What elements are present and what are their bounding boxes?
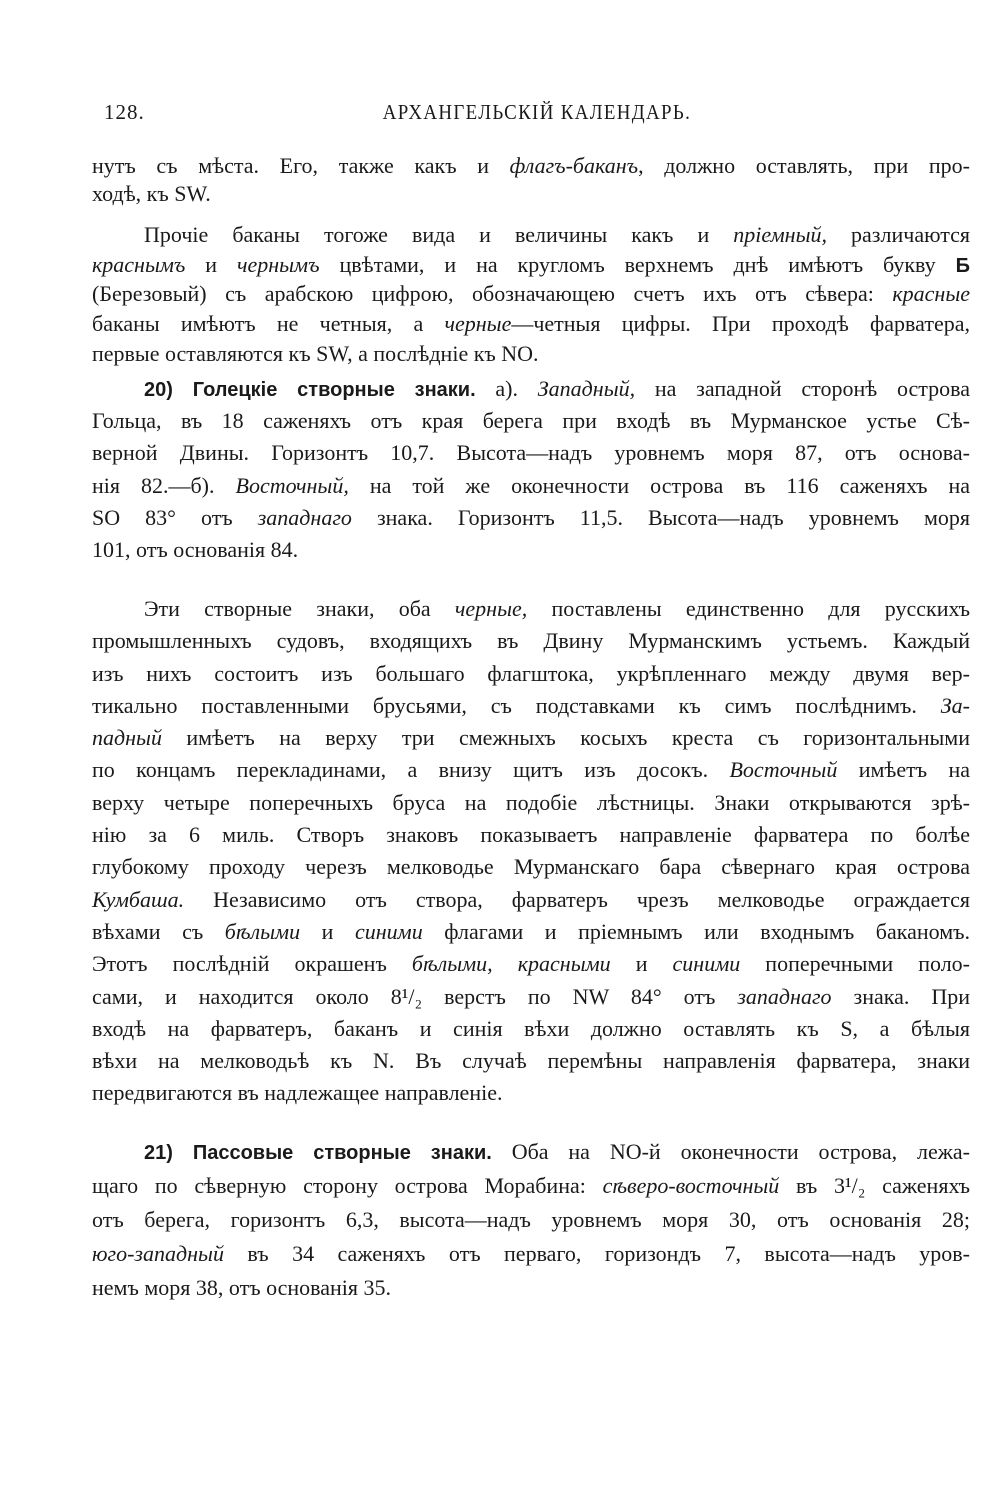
text-line	[92, 470, 970, 502]
text-line	[92, 754, 970, 786]
italic-text: пріемный,	[733, 222, 827, 247]
text-segment: SO 83° отъ	[92, 504, 258, 530]
text-segment: и	[300, 918, 355, 944]
text-segment: сами, и находится около 8¹/₂ верстъ по NW 84° отъ	[92, 983, 738, 1009]
text-line	[92, 437, 970, 469]
text-line	[92, 658, 970, 690]
text-segment: верной Двины. Горизонтъ 10,7. Высота—надъ уровнемъ моря 87, отъ основа-	[92, 440, 970, 466]
line-content	[92, 181, 211, 206]
text-segment: цвѣтами, и на кругломъ верхнемъ днѣ имѣютъ букву	[319, 251, 956, 277]
paragraph	[92, 1135, 970, 1305]
page-header	[104, 100, 970, 130]
italic-text: чернымъ	[236, 251, 320, 277]
paragraph	[92, 593, 970, 1110]
line-content	[92, 440, 970, 465]
text-line	[92, 916, 970, 948]
italic-text: Западный,	[537, 376, 636, 401]
text-line	[92, 787, 970, 819]
text-segment: глубокому проходу черезъ мелководье Мурманскаго бара сѣвернаго края острова	[92, 854, 970, 880]
italic-text: бѣлыми	[224, 918, 301, 944]
text-segment: имѣетъ на	[837, 757, 970, 783]
text-line	[92, 1013, 970, 1045]
italic-text: Восточный	[729, 757, 838, 783]
text-line	[92, 1045, 970, 1077]
text-segment: нія 82.—б).	[92, 472, 236, 498]
text-segment: нутъ съ мѣста. Его, также какъ и	[92, 153, 510, 178]
text-segment: 101, отъ основанія 84.	[92, 536, 299, 562]
text-line	[92, 1203, 970, 1237]
line-content	[144, 376, 970, 401]
text-segment: баканы имѣютъ не четныя, а	[92, 311, 445, 337]
running-title: АРХАНГЕЛЬСКІЙ КАЛЕНДАРЬ.	[382, 100, 692, 124]
text-segment: щаго по сѣверную сторону острова Морабина:	[92, 1173, 603, 1198]
text-line	[92, 722, 970, 754]
line-content	[92, 281, 970, 306]
text-segment: первые оставляются къ SW, а послѣдніе къ NO.	[92, 340, 539, 366]
line-content	[92, 252, 970, 277]
text-segment: въ 3¹/₂ саженяхъ	[779, 1173, 970, 1198]
text-line	[92, 1135, 970, 1169]
paragraph	[92, 152, 970, 208]
italic-text: красные	[892, 281, 970, 307]
paragraph	[92, 220, 970, 368]
italic-text: флагъ-баканъ	[509, 153, 639, 178]
text-line	[92, 1077, 970, 1109]
text-segment: ходѣ, къ SW.	[92, 181, 211, 206]
line-content	[92, 153, 970, 178]
text-segment: вѣхи на мелководьѣ къ N. Въ случаѣ перемѣны направленія фарватера, знаки	[92, 1048, 970, 1074]
text-segment: въ 34 саженяхъ отъ перваго, горизондъ 7, высота—надъ уров-	[223, 1241, 970, 1266]
text-segment: , должно оставлять, при про-	[638, 153, 970, 178]
line-content	[92, 919, 970, 944]
line-content	[92, 822, 970, 847]
line-content	[92, 1048, 970, 1073]
italic-text: синими	[355, 918, 423, 944]
text-segment: знака. Горизонтъ 11,5. Высота—надъ уровнемъ моря	[351, 504, 970, 530]
text-line	[92, 502, 970, 534]
line-content	[144, 1139, 970, 1164]
line-content	[92, 661, 970, 686]
text-line	[92, 948, 970, 980]
text-segment: а).	[475, 376, 538, 401]
line-content	[92, 537, 298, 562]
text-segment: на той же оконечности острова въ 116 саженяхъ на	[348, 472, 970, 498]
text-segment: на западной сторонѣ острова	[635, 376, 970, 401]
italic-text: Восточный,	[235, 472, 349, 498]
line-content	[92, 1207, 970, 1232]
text-segment: и	[610, 951, 673, 977]
text-segment: Независимо отъ створа, фарватеръ чрезъ мелководье ограждается	[184, 886, 970, 912]
text-segment: Оба на NO-й оконечности острова, лежа-	[491, 1139, 970, 1164]
line-content	[92, 757, 970, 782]
section-heading: 21) Пассовые створные знаки.	[144, 1142, 492, 1164]
text-segment: изъ нихъ состоитъ изъ большаго флагштока, укрѣпленнаго между двумя вер-	[92, 660, 970, 686]
italic-text: черные,	[454, 596, 528, 621]
text-segment: —четныя цифры. При проходѣ фарватера,	[511, 311, 970, 337]
line-content	[92, 473, 970, 498]
text-segment: передвигаются въ надлежащее направленіе.	[92, 1080, 503, 1106]
text-line	[92, 373, 970, 405]
text-line	[92, 981, 970, 1013]
text-line	[92, 593, 970, 625]
text-segment: верху четыре поперечныхъ бруса на подобіе лѣстницы. Знаки открываются зрѣ-	[92, 789, 970, 815]
text-segment: Этотъ послѣдній окрашенъ	[92, 951, 412, 977]
line-content	[92, 408, 970, 433]
text-segment: знака. При	[831, 983, 970, 1009]
line-content	[92, 790, 970, 815]
text-line	[92, 690, 970, 722]
line-content	[92, 887, 970, 912]
text-segment: Эти створные знаки, оба	[144, 596, 455, 621]
italic-text: За-	[940, 692, 970, 718]
italic-text: западнаго	[737, 983, 832, 1009]
line-content	[92, 984, 970, 1009]
line-content	[92, 1241, 970, 1266]
text-segment: различаются	[826, 222, 970, 247]
text-segment: отъ берега, горизонтъ 6,3, высота—надъ уровнемъ моря 30, отъ основанія 28;	[92, 1207, 970, 1232]
italic-text: бѣлыми, красными	[411, 951, 611, 977]
section-heading: 20) Голецкіе створные знаки.	[144, 379, 476, 401]
line-content	[92, 854, 970, 879]
paragraph	[92, 373, 970, 566]
text-segment: флагами и пріемнымъ или входнымъ баканомъ.	[422, 918, 970, 944]
line-content	[92, 1275, 391, 1300]
line-content	[92, 725, 970, 750]
text-segment: Гольца, въ 18 саженяхъ отъ края берега при входѣ въ Мурманское устье Сѣ-	[92, 408, 970, 434]
text-segment: (Березовый) съ арабскою цифрою, обозначающею счетъ ихъ отъ сѣвера:	[92, 281, 893, 307]
text-line	[92, 1271, 970, 1305]
italic-text: западнаго	[257, 504, 352, 530]
text-line	[92, 625, 970, 657]
text-line	[92, 220, 970, 250]
line-content	[92, 311, 970, 336]
text-segment: вѣхами съ	[92, 918, 225, 944]
text-line	[92, 339, 970, 369]
line-content	[92, 1016, 970, 1041]
text-line	[92, 534, 970, 566]
text-segment: имѣетъ на верху три смежныхъ косыхъ креста съ горизонтальными	[161, 725, 970, 751]
text-line	[92, 279, 970, 309]
text-segment: и	[185, 251, 237, 277]
section-heading: Б	[955, 254, 970, 277]
text-segment: входѣ на фарватеръ, баканъ и синія вѣхи должно оставлять къ S, а бѣлыя	[92, 1015, 970, 1041]
text-line	[92, 250, 970, 280]
italic-text: краснымъ	[92, 251, 186, 277]
text-segment: немъ моря 38, отъ основанія 35.	[92, 1275, 392, 1300]
line-content	[92, 505, 970, 530]
italic-text: синими	[672, 951, 741, 977]
italic-text: сѣверо-восточный	[602, 1173, 780, 1198]
text-segment: Прочіе баканы тогоже вида и величины какъ и	[144, 222, 734, 247]
text-line	[92, 152, 970, 180]
line-content	[144, 222, 970, 247]
text-segment: поперечными поло-	[740, 951, 970, 977]
text-segment: по концамъ перекладинами, а внизу щитъ изъ досокъ.	[92, 757, 730, 783]
text-segment: поставлены единственно для русскихъ	[527, 596, 971, 621]
text-line	[92, 180, 970, 208]
text-line	[92, 851, 970, 883]
text-line	[92, 819, 970, 851]
line-content	[92, 693, 970, 718]
text-line	[92, 884, 970, 916]
text-segment: промышленныхъ судовъ, входящихъ въ Двину Мурманскимъ устьемъ. Каждый	[92, 628, 970, 654]
page-number: 128.	[104, 100, 145, 124]
line-content	[92, 341, 539, 366]
text-segment: тикально поставленными брусьями, съ подставками къ симъ послѣднимъ.	[92, 692, 941, 718]
italic-text: падный	[92, 725, 162, 751]
text-line	[92, 309, 970, 339]
italic-text: черные	[444, 311, 512, 337]
text-line	[92, 1237, 970, 1271]
text-line	[92, 405, 970, 437]
italic-text: юго-западный	[92, 1241, 224, 1266]
italic-text: Кумбаша.	[92, 886, 185, 912]
text-line	[92, 1169, 970, 1203]
line-content	[92, 1173, 970, 1198]
text-segment: нію за 6 миль. Створъ знаковъ показываетъ направленіе фарватера по болѣе	[92, 822, 970, 848]
line-content	[92, 1080, 502, 1105]
line-content	[92, 628, 970, 653]
line-content	[144, 596, 970, 621]
line-content	[92, 951, 970, 976]
